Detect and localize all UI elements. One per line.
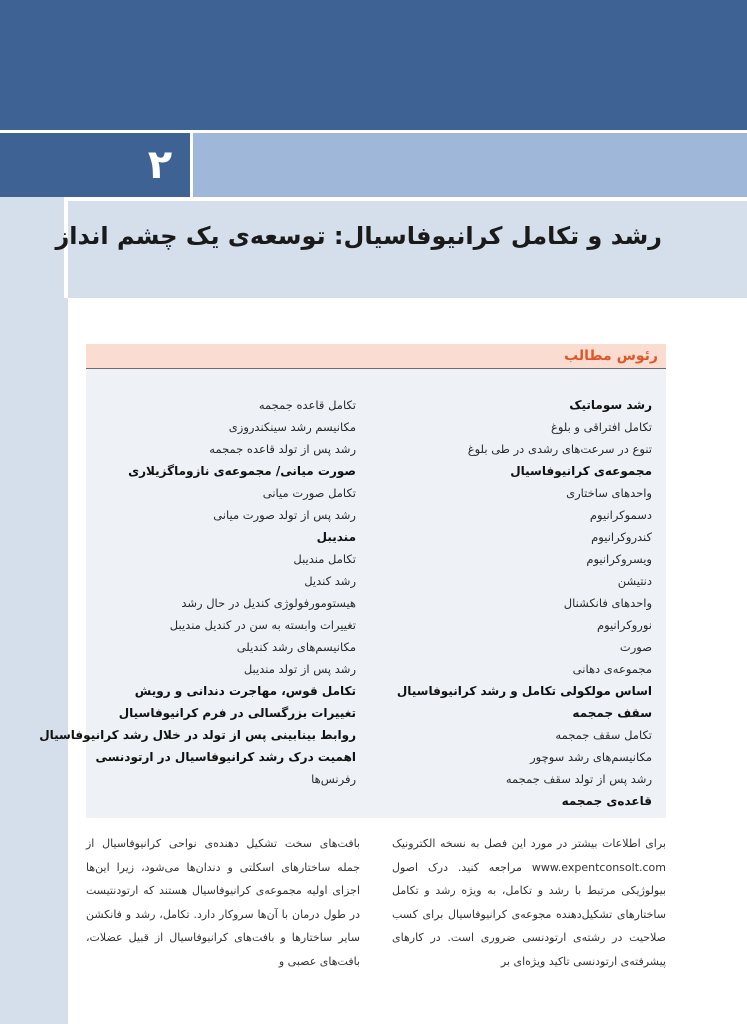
outline-item: مکانیسم‌های رشد سوچور	[530, 750, 652, 764]
title-gap	[68, 197, 747, 201]
outline-item: رشد کندیل	[304, 574, 356, 588]
outline-left-column	[39, 394, 356, 790]
outline-section-heading: تکامل قوس، مهاجرت دندانی و رویش	[134, 684, 356, 698]
outline-item: تکامل افتراقی و بلوغ	[550, 420, 652, 434]
chapter-bar	[193, 133, 747, 197]
chapter-number: ۲	[147, 142, 173, 188]
outline-item: واحدهای فانکشنال	[563, 596, 652, 610]
body-paragraph-right: برای اطلاعات بیشتر در مورد این فصل به نسخه الکترونیک www.expentconsolt.com مراجعه کنید. درک اصول بیولوژیکی مرتبط با رشد و تکامل، به ویژه رشد و تکامل ساختارهای تشکیل‌دهنده مجوعه‌ی کرانیوفاسیال برای کسب صلاحیت در رشته‌ی ارتودنسی ضروری است. در کارهای پیشرفته‌ی ارتودنسی تاکید ویژه‌ای بر	[392, 837, 666, 968]
outline-item: رشد پس از تولد صورت میانی	[213, 508, 356, 522]
outline-item: رشد پس از تولد سقف جمجمه	[505, 772, 652, 786]
outline-item: دنتیشن	[617, 574, 652, 588]
outline-item: کندروکرانیوم	[591, 530, 652, 544]
outline-section-heading: قاعده‌ی جمجمه	[561, 794, 652, 808]
header-band	[0, 0, 747, 130]
body-paragraph-left: بافت‌های سخت تشکیل دهنده‌ی نواحی کرانیوفاسیال از جمله ساختارهای اسکلتی و دندان‌ها می‌شود، زیرا این‌ها اجزای اولیه مجموعه‌ی کرانیوفاسیال هستند که ارتودنتیست در طول درمان با آن‌ها سروکار دارد. تکامل، رشد و فانکشن سایر ساختارها و بافت‌های کرانیوفاسیال از قبیل عضلات، بافت‌های عصبی و	[86, 837, 360, 968]
outline-header	[86, 344, 666, 369]
outline-item: نوروکرانیوم	[597, 618, 652, 632]
chapter-title: رشد و تکامل کرانیوفاسیال: توسعه‌ی یک چشم انداز	[55, 222, 662, 250]
outline-section-heading: تغییرات بزرگسالی در فرم کرانیوفاسیال	[118, 706, 356, 720]
outline-item: رشد پس از تولد قاعده جمجمه	[209, 442, 356, 456]
outline-item: تکامل سقف جمجمه	[555, 728, 652, 742]
outline-item: هیستومورفولوژی کندیل در حال رشد	[181, 596, 356, 610]
outline-item: تکامل صورت میانی	[262, 486, 356, 500]
outline-section-heading: سقف جمجمه	[572, 706, 652, 720]
outline-item: تکامل مندیبل	[293, 552, 356, 566]
outline-section-heading: مجموعه‌ی کرانیوفاسیال	[510, 464, 652, 478]
outline-item: تکامل قاعده جمجمه	[258, 398, 356, 412]
outline-item: رشد پس از تولد مندیبل	[243, 662, 356, 676]
outline-section-heading: رشد سوماتیک	[569, 398, 652, 412]
outline-section-heading: صورت میانی/ مجموعه‌ی نازوماگزیلاری	[128, 464, 356, 478]
body-text	[86, 832, 666, 968]
outline-heading: رئوس مطالب	[564, 348, 658, 364]
outline-section-heading: اساس مولکولی تکامل و رشد کرانیوفاسیال	[396, 684, 652, 698]
outline-box	[39, 344, 666, 818]
outline-item: مجموعه‌ی دهانی	[572, 662, 652, 676]
outline-section-heading: روابط بینابینی پس از تولد در خلال رشد کرانیوفاسیال	[39, 728, 356, 742]
side-strip	[0, 197, 68, 1024]
outline-right-column	[377, 394, 652, 812]
outline-section-heading: مندیبل	[316, 530, 356, 544]
outline-item: دسموکرانیوم	[589, 508, 652, 522]
outline-item: رفرنس‌ها	[311, 772, 356, 786]
outline-item: تنوع در سرعت‌های رشدی در طی بلوغ	[467, 442, 652, 456]
outline-section-heading: اهمیت درک رشد کرانیوفاسیال در ارتودنسی	[95, 750, 356, 764]
outline-item: واحدهای ساختاری	[566, 486, 652, 500]
outline-item: مکانیسم رشد سینکندروزی	[228, 420, 356, 434]
outline-item: مکانیسم‌های رشد کندیلی	[236, 640, 356, 654]
outline-item: تغییرات وابسته به سن در کندیل مندیبل	[169, 618, 356, 632]
outline-item: ویسروکرانیوم	[586, 552, 652, 566]
outline-item: صورت	[619, 640, 652, 654]
